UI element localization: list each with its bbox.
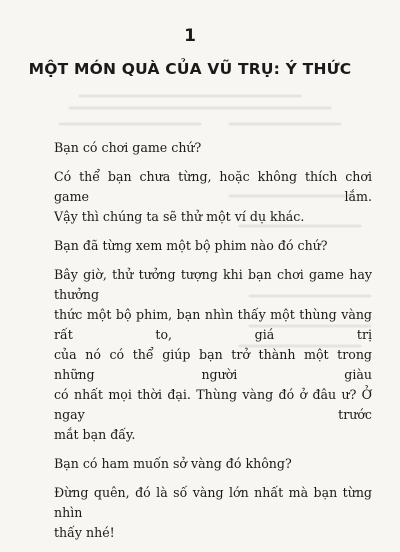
text-line: mắt bạn đấy. <box>54 427 136 442</box>
text-line: có nhất mọi thời đại. Thùng vàng đó ở đâu ư? Ở ngay trước <box>54 387 372 422</box>
paragraph <box>54 236 372 256</box>
chapter-title: MỘT MÓN QUÀ CỦA VŨ TRỤ: Ý THỨC <box>28 60 352 78</box>
paragraph <box>54 167 372 227</box>
text-line: Bạn có ham muốn sở vàng đó không? <box>54 456 292 471</box>
paragraph <box>54 265 372 445</box>
paragraph <box>54 483 372 543</box>
text-line: Vậy thì chúng ta sẽ thử một ví dụ khác. <box>54 209 305 224</box>
text-line: Bây giờ, thử tưởng tượng khi bạn chơi game hay thưởng <box>54 267 372 302</box>
text-line: Có thể bạn chưa từng, hoặc không thích chơi game lắm. <box>54 169 372 204</box>
chapter-number: 1 <box>184 26 196 46</box>
text-line: Bạn có chơi game chứ? <box>54 140 202 155</box>
paragraph <box>54 454 372 474</box>
chapter-body <box>54 138 372 552</box>
text-line: của nó có thể giúp bạn trở thành một trong những người giàu <box>54 347 372 382</box>
text-line: Bạn đã từng xem một bộ phim nào đó chứ? <box>54 238 328 253</box>
text-line: Đừng quên, đó là số vàng lớn nhất mà bạn từng nhìn <box>54 485 372 520</box>
paragraph <box>54 138 372 158</box>
text-line: thấy nhé! <box>54 525 115 540</box>
text-line: thức một bộ phim, bạn nhìn thấy một thùng vàng rất to, giá trị <box>54 307 372 342</box>
